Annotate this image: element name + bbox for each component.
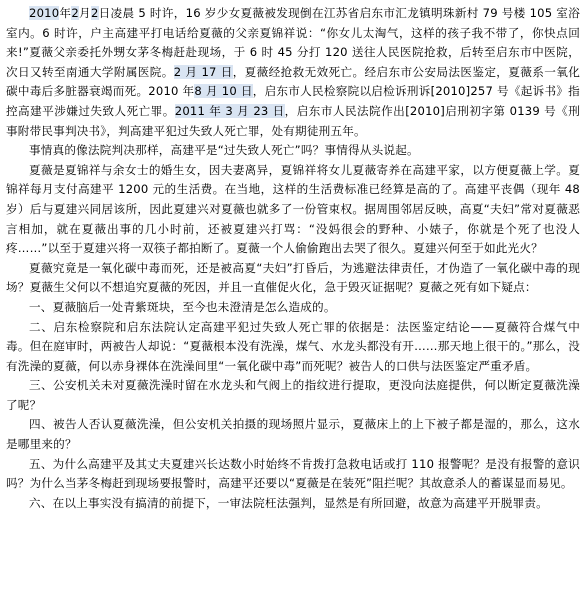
date-highlight: 8 月 10 日 (194, 84, 253, 99)
paragraph-doubt-4: 四、被告人否认夏薇洗澡，但公安机关拍摄的现场照片显示，夏薇床上的上下被子都是湿的，那么，这水是哪里来的？ (6, 417, 580, 452)
paragraph-doubt-6: 六、在以上事实没有搞清的前提下，一审法院枉法强判，显然是有所回避，故意为高建平开脱罪责。 (29, 495, 548, 510)
paragraph-doubt-5: 五、为什么高建平及其丈夫夏建兴长达数小时始终不肯拨打急救电话或打 110 报警呢？是没有报警的意识吗？为什么当茅冬梅赶到现场要报警时，高建平还要以“夏薇是在装死”阻拦呢？其故意杀人的蓄谋显而易见。 (6, 456, 580, 491)
date-year: 2010 (29, 6, 60, 20)
text-segment: ，夏薇经抢救无效死亡。经启东市公安局法医鉴定，夏薇系一氧化碳中毒后多脏器衰竭而死。2010 年 (6, 64, 580, 99)
text-segment: 年 (59, 6, 72, 20)
paragraph-case-summary (6, 4, 580, 141)
paragraph-doubt-3: 三、公安机关未对夏薇洗澡时留在水龙头和气阀上的指纹进行提取，更没向法庭提供，何以断定夏薇洗澡了呢？ (6, 378, 580, 412)
text-segment: 日凌晨 5 时许，16 岁少女夏薇被发现倒在江苏省启东市汇龙镇明珠新村 79 号楼 105 室浴室内。6 时许，户主高建平打电话给夏薇的父亲夏锦祥说：“你女儿太淘气，这样的孩子我不带了，你快点回来!”夏薇父亲委托外甥女茅冬梅赶赴现场，于 6 时 45 分打 120 送往人民医院抢救，后转至启东市中医院，次日又转至南通大学附属医院。 (6, 6, 581, 79)
text-segment: 月 (78, 6, 91, 20)
paragraph-background: 夏薇是夏锦祥与余女士的婚生女，因夫妻离异，夏锦祥将女儿夏薇寄养在高建平家，以方便夏薇上学。夏锦祥每月支付高建平 1200 元的生活费。在当地，这样的生活费标准已经算是高的了。高建平丧偶（现年 48 岁）后与夏建兴同居该所，因此夏建兴对夏薇也就多了一份管束权。据周围邻居反映，高夏“夫妇”常对夏薇恶言相加，就在夏薇出事的几小时前，还被夏建兴打骂：“没妈很会的野种、小婊子，你就是个死了也没人疼……”以至于夏建兴将一双筷子都拍断了。夏薇一个人偷偷跑出去哭了很久。夏建兴何至于如此光火？ (6, 162, 580, 256)
text-segment: ，启东市人民检察院以启检诉刑诉[2010]257 号《起诉书》指控高建平涉嫌过失致人死亡罪。 (6, 84, 580, 118)
paragraph-doubt-2: 二、启东检察院和启东法院认定高建平犯过失致人死亡罪的依据是：法医鉴定结论——夏薇符合煤气中毒。但在庭审时，两被告人却说：“夏薇根本没有洗澡，煤气、水龙头都没有开……那天地上很干的。”那么，没有洗澡的夏薇，何以赤身裸体在洗澡间里“一氧化碳中毒”而死呢？被告人的口供与法医鉴定严重矛盾。 (6, 319, 580, 373)
date-highlight: 2011 年 3 月 23 日 (174, 103, 285, 118)
paragraph-doubts-intro: 夏薇究竟是一氧化碳中毒而死，还是被高夏“夫妇”打昏后，为逃避法律责任，才伪造了一氧化碳中毒的现场？夏薇生父何以不想追究夏薇的死因，并且一直催促火化，急于毁灭证据呢？夏薇之死有如下疑点： (6, 260, 580, 295)
date-highlight: 2 月 17 日 (173, 64, 233, 79)
text-segment: ，启东市人民法院作出[2010]启刑初字第 0139 号《刑事附带民事判决书》，判高建平犯过失致人死亡罪，处有期徒刑五年。 (6, 103, 580, 138)
date-day: 2 (90, 6, 99, 20)
paragraph-doubt-1: 一、夏薇脑后一处青紫斑块，至今也未澄清是怎么造成的。 (29, 299, 336, 314)
paragraph-question: 事情真的像法院判决那样，高建平是“过失致人死亡”吗？事情得从头说起。 (29, 143, 419, 158)
date-month: 2 (71, 6, 79, 20)
